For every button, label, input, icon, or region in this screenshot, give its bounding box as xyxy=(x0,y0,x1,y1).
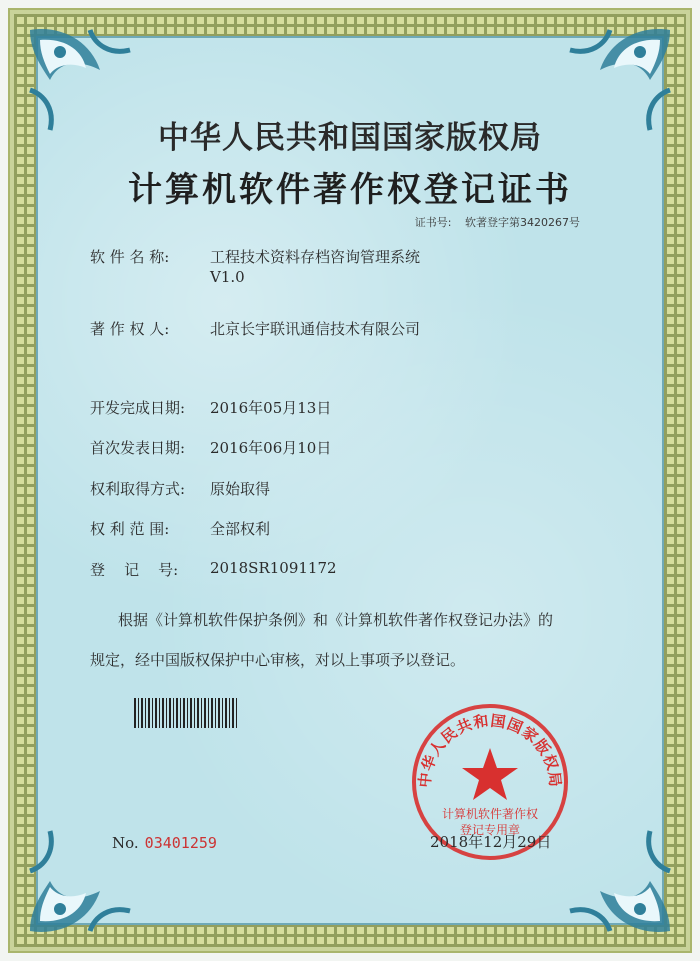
serial-label: No. xyxy=(112,834,139,852)
field-label: 软 件 名 称: xyxy=(90,248,170,266)
field-value: 工程技术资料存档咨询管理系统 xyxy=(210,248,421,266)
field-label: 权利取得方式: xyxy=(90,480,186,498)
field-row-publish-date xyxy=(90,437,331,458)
issue-date: 2018年12月29日 xyxy=(430,833,552,851)
field-value: 2016年06月10日 xyxy=(210,439,332,457)
seal-inner-line-2: 登记专用章 xyxy=(459,823,521,837)
field-row-software-name xyxy=(90,246,420,267)
field-value: 2016年05月13日 xyxy=(210,399,332,417)
field-value: 2018SR1091172 xyxy=(210,559,337,577)
corner-ornament-icon xyxy=(560,821,680,941)
field-row-registration xyxy=(90,559,337,580)
field-label: 登 记 号: xyxy=(90,561,179,579)
serial-value: 03401259 xyxy=(144,834,217,852)
field-value: 北京长宇联讯通信技术有限公司 xyxy=(210,320,421,338)
field-row-scope xyxy=(90,518,270,539)
field-label: 权 利 范 围: xyxy=(90,520,170,538)
seal-ring-text: 中华人民共和国国家版权局 xyxy=(415,711,565,789)
certificate-title: 计算机软件著作权登记证书 xyxy=(128,170,572,210)
barcode xyxy=(134,698,238,728)
statement-line-2: 规定，经中国版权保护中心审核，对以上事项予以登记。 xyxy=(90,651,466,669)
field-label xyxy=(90,268,210,286)
serial-number xyxy=(112,834,217,852)
issuer-heading: 中华人民共和国国家版权局 xyxy=(158,120,542,156)
statement-paragraph xyxy=(90,600,630,680)
field-value: V1.0 xyxy=(210,268,245,286)
field-label: 开发完成日期: xyxy=(90,399,186,417)
field-value: 全部权利 xyxy=(210,520,271,538)
statement-line-1: 根据《计算机软件保护条例》和《计算机软件著作权登记办法》的 xyxy=(118,611,554,629)
certificate-number-value: 软著登字第3420267号 xyxy=(465,216,580,229)
field-row-completion-date xyxy=(90,397,331,418)
field-row-version xyxy=(90,268,245,286)
certificate-number xyxy=(415,214,580,230)
seal-inner-line-1: 计算机软件著作权 xyxy=(441,807,539,821)
field-label: 首次发表日期: xyxy=(90,439,186,457)
field-row-owner xyxy=(90,318,420,339)
field-label: 著 作 权 人: xyxy=(90,320,170,338)
field-row-acquisition xyxy=(90,478,270,499)
certificate-number-label: 证书号: xyxy=(414,216,452,229)
field-value: 原始取得 xyxy=(210,480,271,498)
